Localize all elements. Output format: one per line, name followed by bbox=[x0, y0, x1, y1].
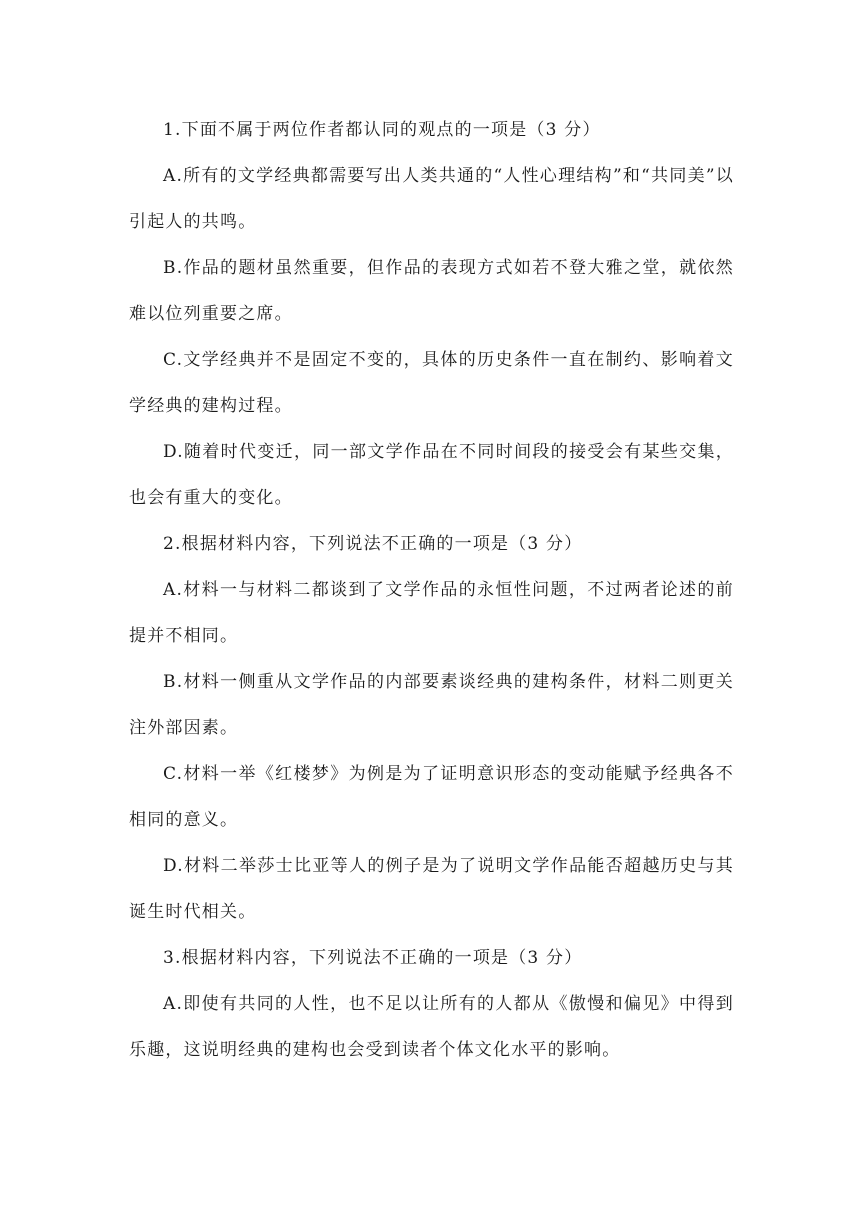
question-text bbox=[129, 107, 734, 1073]
question-3-option-a: A.即使有共同的人性，也不足以让所有的人都从《傲慢和偏见》中得到乐趣，这说明经典的建构也会受到读者个体文化水平的影响。 bbox=[129, 994, 734, 1060]
question-1-option-b: B.作品的题材虽然重要，但作品的表现方式如若不登大雅之堂，就依然难以位列重要之席。 bbox=[129, 258, 734, 324]
question-3-stem: 3.根据材料内容，下列说法不正确的一项是（3 分） bbox=[163, 948, 583, 968]
question-1-stem: 1.下面不属于两位作者都认同的观点的一项是（3 分） bbox=[163, 120, 601, 140]
question-1-option-a: A.所有的文学经典都需要写出人类共通的“人性心理结构”和“共同美”以引起人的共鸣。 bbox=[129, 166, 734, 232]
question-1-option-c: C.文学经典并不是固定不变的，具体的历史条件一直在制约、影响着文学经典的建构过程。 bbox=[129, 350, 734, 416]
question-2-option-b: B.材料一侧重从文学作品的内部要素谈经典的建构条件，材料二则更关注外部因素。 bbox=[129, 672, 734, 738]
question-2-option-d: D.材料二举莎士比亚等人的例子是为了说明文学作品能否超越历史与其诞生时代相关。 bbox=[129, 856, 734, 922]
question-2-option-c: C.材料一举《红楼梦》为例是为了证明意识形态的变动能赋予经典各不相同的意义。 bbox=[129, 764, 734, 830]
question-2-stem: 2.根据材料内容，下列说法不正确的一项是（3 分） bbox=[163, 534, 583, 554]
question-1-option-d: D.随着时代变迁，同一部文学作品在不同时间段的接受会有某些交集，也会有重大的变化。 bbox=[129, 442, 734, 508]
question-2-option-a: A.材料一与材料二都谈到了文学作品的永恒性问题，不过两者论述的前提并不相同。 bbox=[129, 580, 734, 646]
